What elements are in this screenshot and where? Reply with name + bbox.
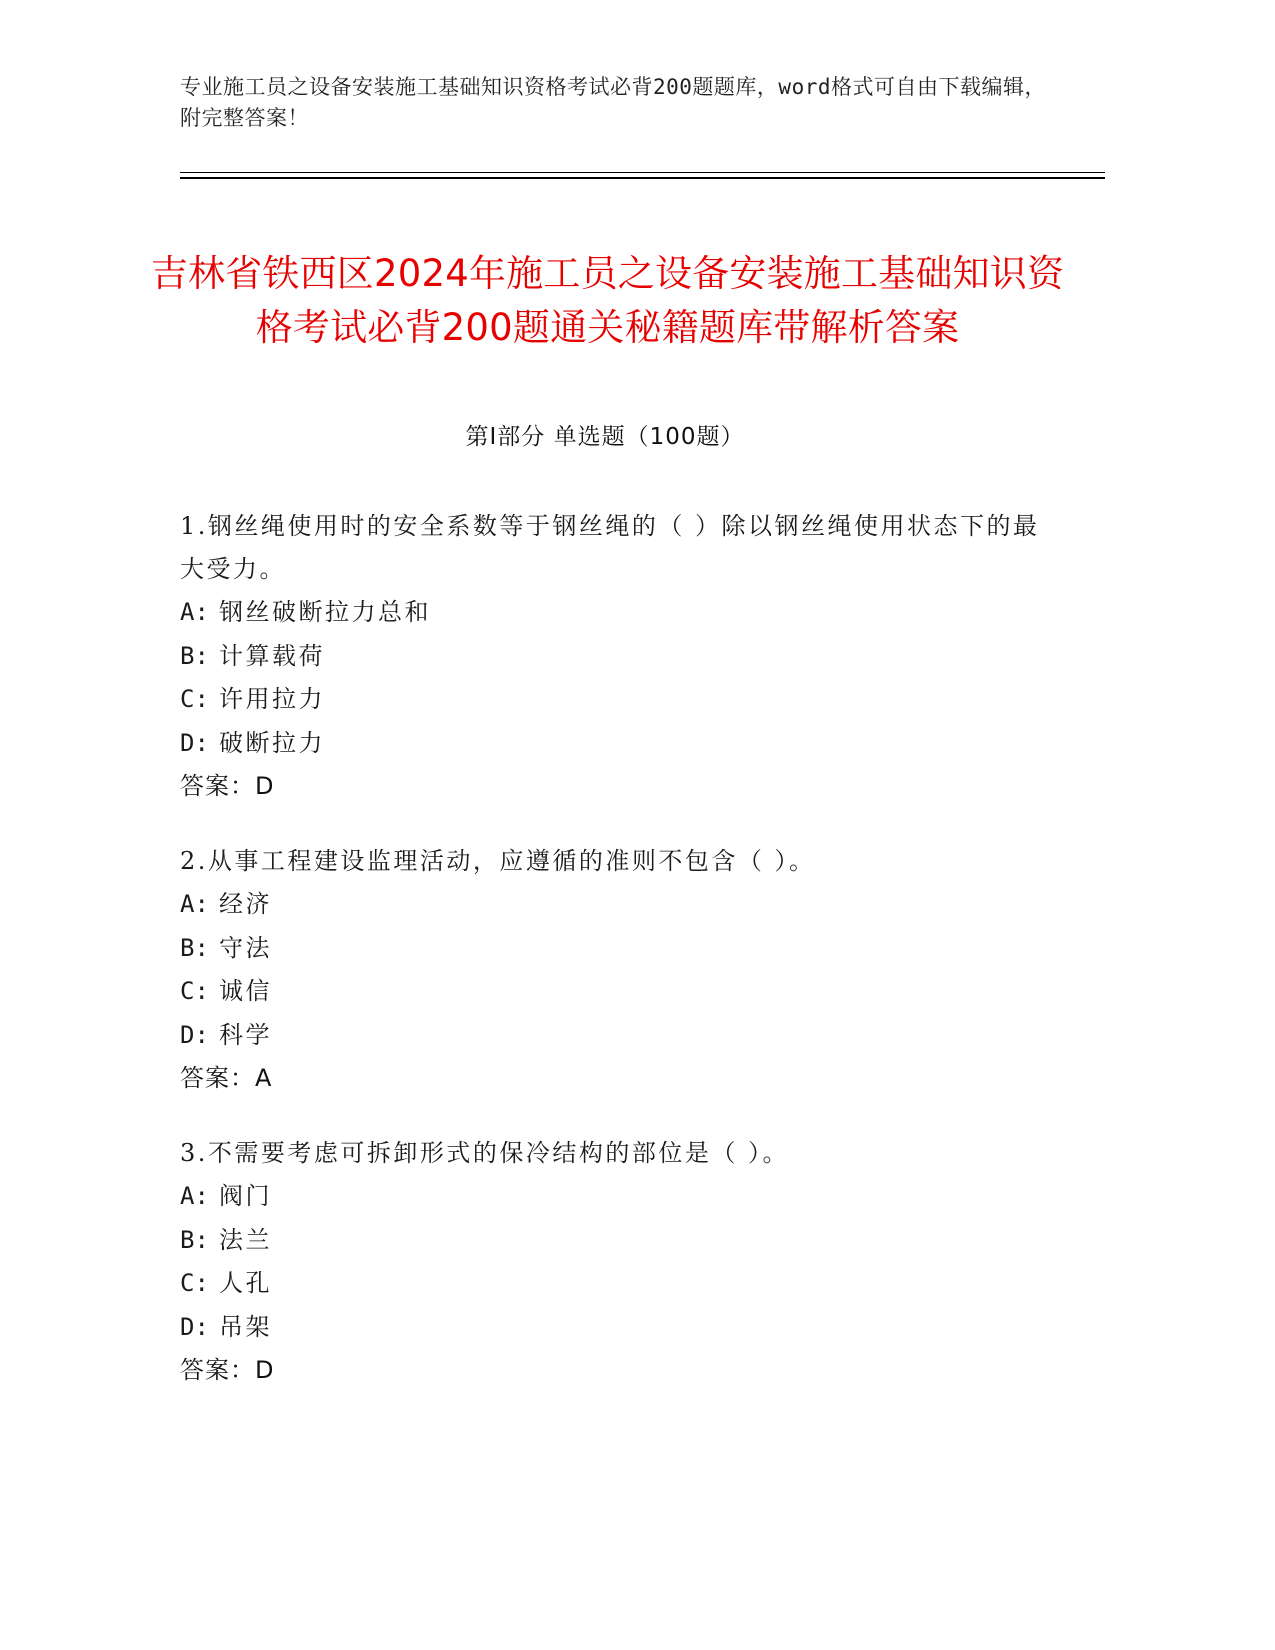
option-text: 法兰 [219, 1225, 273, 1254]
option-letter: A: [180, 1181, 209, 1210]
option-text: 人孔 [219, 1269, 273, 1298]
option-letter: C: [180, 685, 209, 714]
question-list [180, 505, 1050, 1424]
option-d [180, 1306, 1050, 1350]
header-note: 专业施工员之设备安装施工基础知识资格考试必背200题题库，word格式可自由下载编辑，附完整答案！ [180, 75, 1046, 130]
option-b [180, 927, 1050, 971]
option-text: 许用拉力 [219, 685, 326, 714]
question-stem: 1.钢丝绳使用时的安全系数等于钢丝绳的（ ）除以钢丝绳使用状态下的最大受力。 [180, 512, 1040, 583]
option-letter: A: [180, 598, 209, 626]
header-divider-thin [180, 172, 1105, 173]
option-text: 诚信 [219, 977, 273, 1006]
section-heading: 第I部分 单选题（100题） [465, 424, 745, 450]
header-divider-thick [180, 177, 1105, 179]
option-letter: D: [180, 1312, 209, 1341]
option-c [180, 1262, 1050, 1306]
option-letter: C: [180, 1269, 209, 1298]
answer-line: 答案：D [180, 1356, 275, 1385]
option-a [180, 883, 1050, 927]
question-3 [180, 1132, 1050, 1393]
option-text: 破断拉力 [219, 728, 326, 757]
option-a [180, 1175, 1050, 1219]
answer-line: 答案：D [180, 772, 275, 801]
option-a [180, 591, 1050, 635]
option-text: 吊架 [219, 1312, 273, 1341]
option-letter: D: [180, 1020, 209, 1049]
option-b [180, 1219, 1050, 1263]
option-letter: D: [180, 728, 209, 757]
question-1 [180, 505, 1050, 809]
option-text: 阀门 [219, 1181, 273, 1210]
option-letter: A: [180, 889, 209, 918]
option-d [180, 722, 1050, 766]
option-text: 钢丝破断拉力总和 [219, 598, 432, 626]
option-text: 计算载荷 [219, 641, 326, 670]
answer-line: 答案：A [180, 1064, 273, 1093]
option-c [180, 970, 1050, 1014]
option-text: 守法 [219, 933, 273, 962]
option-letter: C: [180, 977, 209, 1006]
option-letter: B: [180, 1225, 209, 1254]
option-c [180, 678, 1050, 722]
option-letter: B: [180, 933, 209, 962]
question-2 [180, 840, 1050, 1101]
option-text: 经济 [219, 889, 273, 918]
option-b [180, 635, 1050, 679]
document-title: 吉林省铁西区2024年施工员之设备安装施工基础知识资格考试必背200题通关秘籍题库带解析答案 [150, 251, 1065, 349]
option-text: 科学 [219, 1020, 273, 1049]
question-stem: 2.从事工程建设监理活动，应遵循的准则不包含（ ）。 [180, 846, 816, 875]
question-stem: 3.不需要考虑可拆卸形式的保冷结构的部位是（ ）。 [180, 1138, 790, 1167]
option-letter: B: [180, 641, 209, 670]
option-d [180, 1014, 1050, 1058]
